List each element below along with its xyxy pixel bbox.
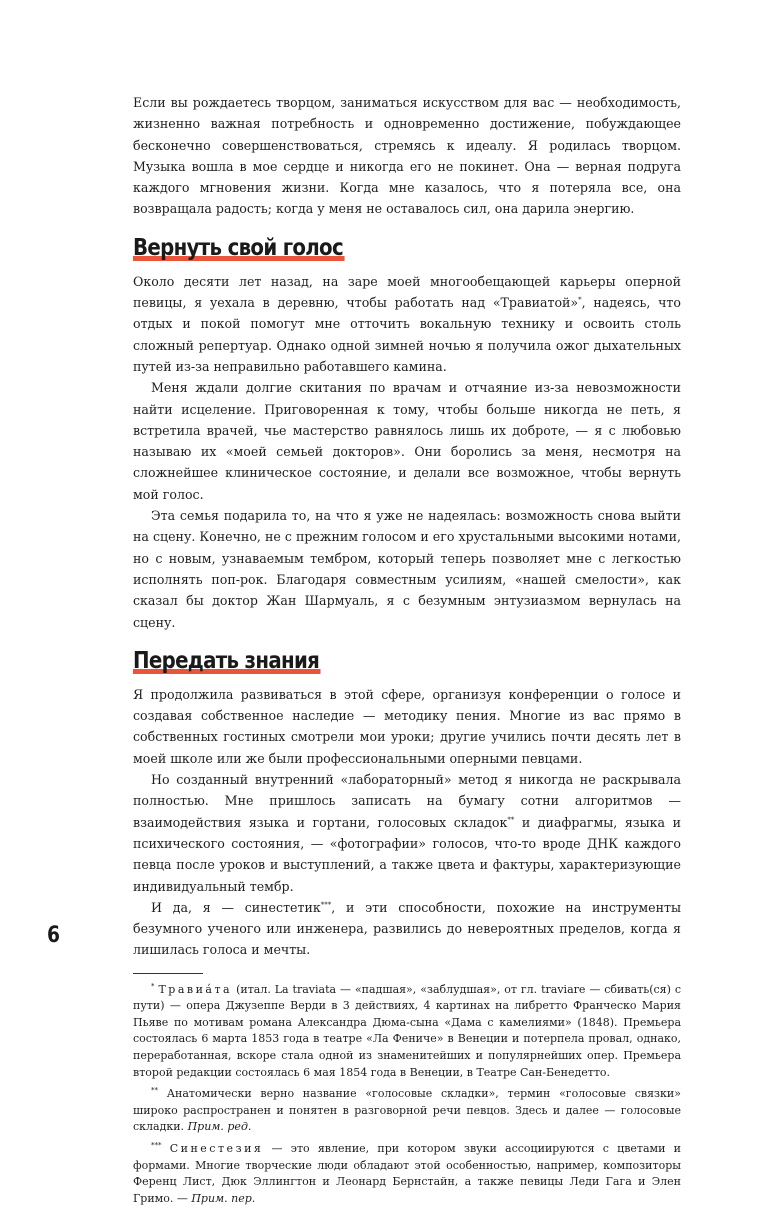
footnote-term: Синестезия bbox=[169, 1142, 264, 1156]
section-heading: Вернуть свой голос bbox=[133, 234, 343, 261]
translator-note: Прим. пер. bbox=[191, 1191, 256, 1205]
footnote-marker: ** bbox=[507, 815, 515, 824]
section-heading-wrap bbox=[133, 234, 681, 262]
body-paragraph: И да, я — синестетик***, и эти способности, похожие на инструменты безумного ученого или инженера, развились до невероятных пределов, когда я лишилась голоса и мечты. bbox=[133, 899, 681, 958]
footnote-divider bbox=[133, 973, 203, 974]
footnote: ** Анатомически верно название «голосовые складки», термин «голосовые связки» широко распространен и понятен в разговорной речи певцов. Здесь и далее — голосовые складки. Прим. ред. bbox=[133, 1086, 681, 1134]
section-heading-wrap bbox=[133, 647, 681, 675]
footnote-marker: * bbox=[578, 295, 582, 304]
body-paragraph: Эта семья подарила то, на что я уже не надеялась: возможность снова выйти на сцену. Конечно, не с прежним голосом и его хрустальными высокими нотами, но с новым, узнаваемым тембром, который теперь позволяет мне с легкостью исполнять поп-рок. Благодаря совместным усилиям, «нашей смелости», как сказал бы доктор Жан Шармуаль, я с безумным энтузиазмом вернулась на сцену. bbox=[133, 508, 681, 630]
body-paragraph: Я продолжила развиваться в этой сфере, организуя конференции о голосе и создавая собственное наследие — методику пения. Многие из вас прямо в собственных гостиных смотрели мои уроки; другие учились почти десять лет в моей школе или же были профессиональными оперными певцами. bbox=[133, 686, 681, 766]
body-paragraph: Но созданный внутренний «лабораторный» метод я никогда не раскрывала полностью. Мне пришлось записать на бумагу сотни алгоритмов — взаимодействия языка и гортани, голосовых складок** и диафрагмы, языка и психического состояния, — «фотографии» голосов, что-то вроде ДНК каждого певца после уроков и выступлений, а также цвета и фактуры, характеризующие индивидуальный тембр. bbox=[133, 772, 681, 894]
footnote-term: Травиáта bbox=[158, 982, 233, 996]
intro-paragraph: Если вы рождаетесь творцом, заниматься искусством для вас — необходимость, жизненно важная потребность и одновременно достижение, побуждающее бесконечно совершенствоваться, стремясь к идеалу. Я родилась творцом. Музыка вошла в мое сердце и никогда его не покинет. Она — верная подруга каждого мгновения жизни. Когда мне казалось, что я потеряла все, она возвращала радость; когда у меня не оставалось сил, она дарила энергию. bbox=[133, 95, 681, 217]
page-body bbox=[133, 92, 681, 1212]
body-paragraph: Около десяти лет назад, на заре моей многообещающей карьеры оперной певицы, я уехала в деревню, чтобы работать над «Травиатой»*, надеясь, что отдых и покой помогут мне отточить вокальную технику и освоить столь сложный репертуар. Однако одной зимней ночью я получила ожог дыхательных путей из-за неправильно работавшего камина. bbox=[133, 273, 681, 374]
page-number: 6 bbox=[47, 923, 61, 948]
footnote: * Травиáта (итал. La traviata — «падшая», «заблудшая», от гл. traviare — сбивать(ся) с пути) — опера Джузеппе Верди в 3 действиях, 4 картинах на либретто Франческо Мария Пьяве по мотивам романа Александра Дюма-сына «Дама с камелиями» (1848). Премьера состоялась 6 марта 1853 года в театре «Ла Фениче» в Венеции и потерпела провал, однако, переработанная, вскоре стала одной из знаменитейших и популярнейших опер. Премьера второй редакции состоялась 6 мая 1854 года в Венеции, в Театре Сан-Бенедетто. bbox=[133, 982, 681, 1079]
footnote: *** Синестезия — это явление, при котором звуки ассоциируются с цветами и формами. Многие творческие люди обладают этой особенностью, например, композиторы Ференц Лист, Дюк Эллингтон и Леонард Бернстайн, а также певицы Леди Гага и Элен Гримо. — Прим. пер. bbox=[133, 1141, 681, 1205]
footnote-marker: *** bbox=[320, 900, 332, 909]
editor-note: Прим. ред. bbox=[187, 1120, 252, 1134]
section-heading: Передать знания bbox=[133, 647, 320, 674]
body-paragraph: Меня ждали долгие скитания по врачам и отчаяние из-за невозможности найти исцеление. Приговоренная к тому, чтобы больше никогда не петь, я встретила врачей, чье мастерство равнялось лишь их доброте, — я с любовью называю их «моей семьей докторов». Они боролись за меня, несмотря на сложнейшее клиническое состояние, и делали все возможное, чтобы вернуть мой голос. bbox=[133, 380, 681, 502]
